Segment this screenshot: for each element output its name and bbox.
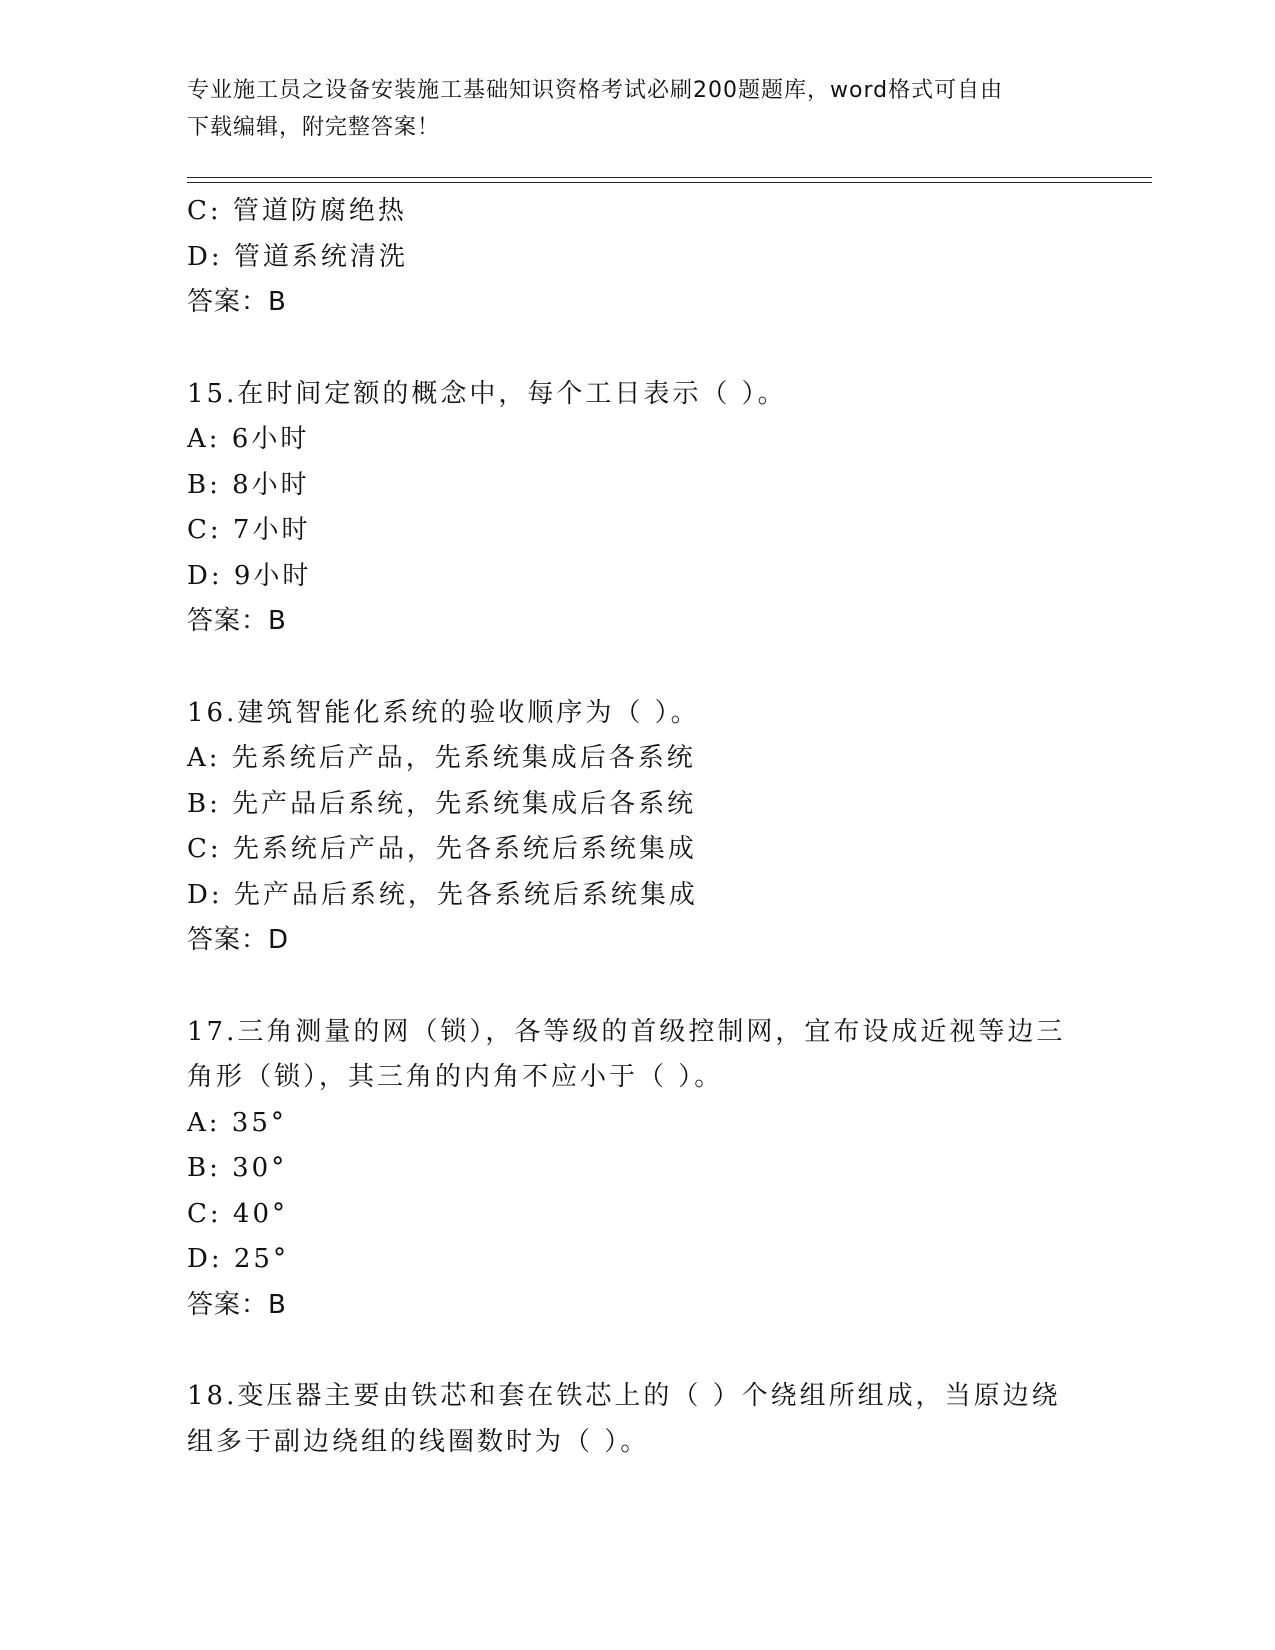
option-b: B: 先产品后系统，先系统集成后各系统 <box>187 788 697 819</box>
spacer <box>187 326 1087 372</box>
answer: 答案：B <box>187 606 287 636</box>
header-title-line-1: 专业施工员之设备安装施工基础知识资格考试必刷200题题库，word格式可自由 <box>187 78 1004 103</box>
header-title-line-2: 下载编辑，附完整答案！ <box>187 115 441 140</box>
question-17 <box>187 1010 1087 1329</box>
question-18 <box>187 1374 1087 1465</box>
option-d: D: 25° <box>187 1244 289 1274</box>
answer: 答案：B <box>187 1289 287 1320</box>
option-b: B: 30° <box>187 1153 288 1183</box>
question-list <box>187 189 1087 1465</box>
option-d: D: 管道系统清洗 <box>187 241 408 272</box>
answer: 答案：D <box>187 925 290 955</box>
question-stem: 15.在时间定额的概念中，每个工日表示（ ）。 <box>187 378 787 409</box>
question-stem: 16.建筑智能化系统的验收顺序为（ ）。 <box>187 697 700 728</box>
question-16 <box>187 691 1087 964</box>
document-header <box>187 72 1067 146</box>
question-stem-line-1: 17.三角测量的网（锁），各等级的首级控制网，宜布设成近视等边三 <box>187 1016 1066 1047</box>
option-c: C: 40° <box>187 1198 289 1229</box>
header-divider-top <box>187 177 1152 178</box>
option-c: C: 7小时 <box>187 515 311 545</box>
option-d: D: 9小时 <box>187 560 312 591</box>
question-15 <box>187 372 1087 645</box>
option-a: A: 6小时 <box>187 424 310 454</box>
header-divider-bottom <box>187 182 1152 183</box>
question-stem-line-1: 18.变压器主要由铁芯和套在铁芯上的（ ）个绕组所组成，当原边绕 <box>187 1381 1061 1411</box>
question-stem-line-2: 角形（锁），其三角的内角不应小于（ ）。 <box>187 1062 724 1092</box>
option-b: B: 8小时 <box>187 469 310 500</box>
option-a: A: 先系统后产品，先系统集成后各系统 <box>187 743 696 773</box>
spacer <box>187 964 1087 1010</box>
spacer <box>187 645 1087 691</box>
answer: 答案：B <box>187 287 287 317</box>
option-c: C: 管道防腐绝热 <box>187 196 407 226</box>
question-stem-line-2: 组多于副边绕组的线圈数时为（ ）。 <box>187 1426 650 1457</box>
option-c: C: 先系统后产品，先各系统后系统集成 <box>187 834 697 864</box>
spacer <box>187 1328 1087 1374</box>
option-a: A: 35° <box>187 1107 287 1138</box>
question-14-continued <box>187 189 1087 326</box>
option-d: D: 先产品后系统，先各系统后系统集成 <box>187 879 698 910</box>
